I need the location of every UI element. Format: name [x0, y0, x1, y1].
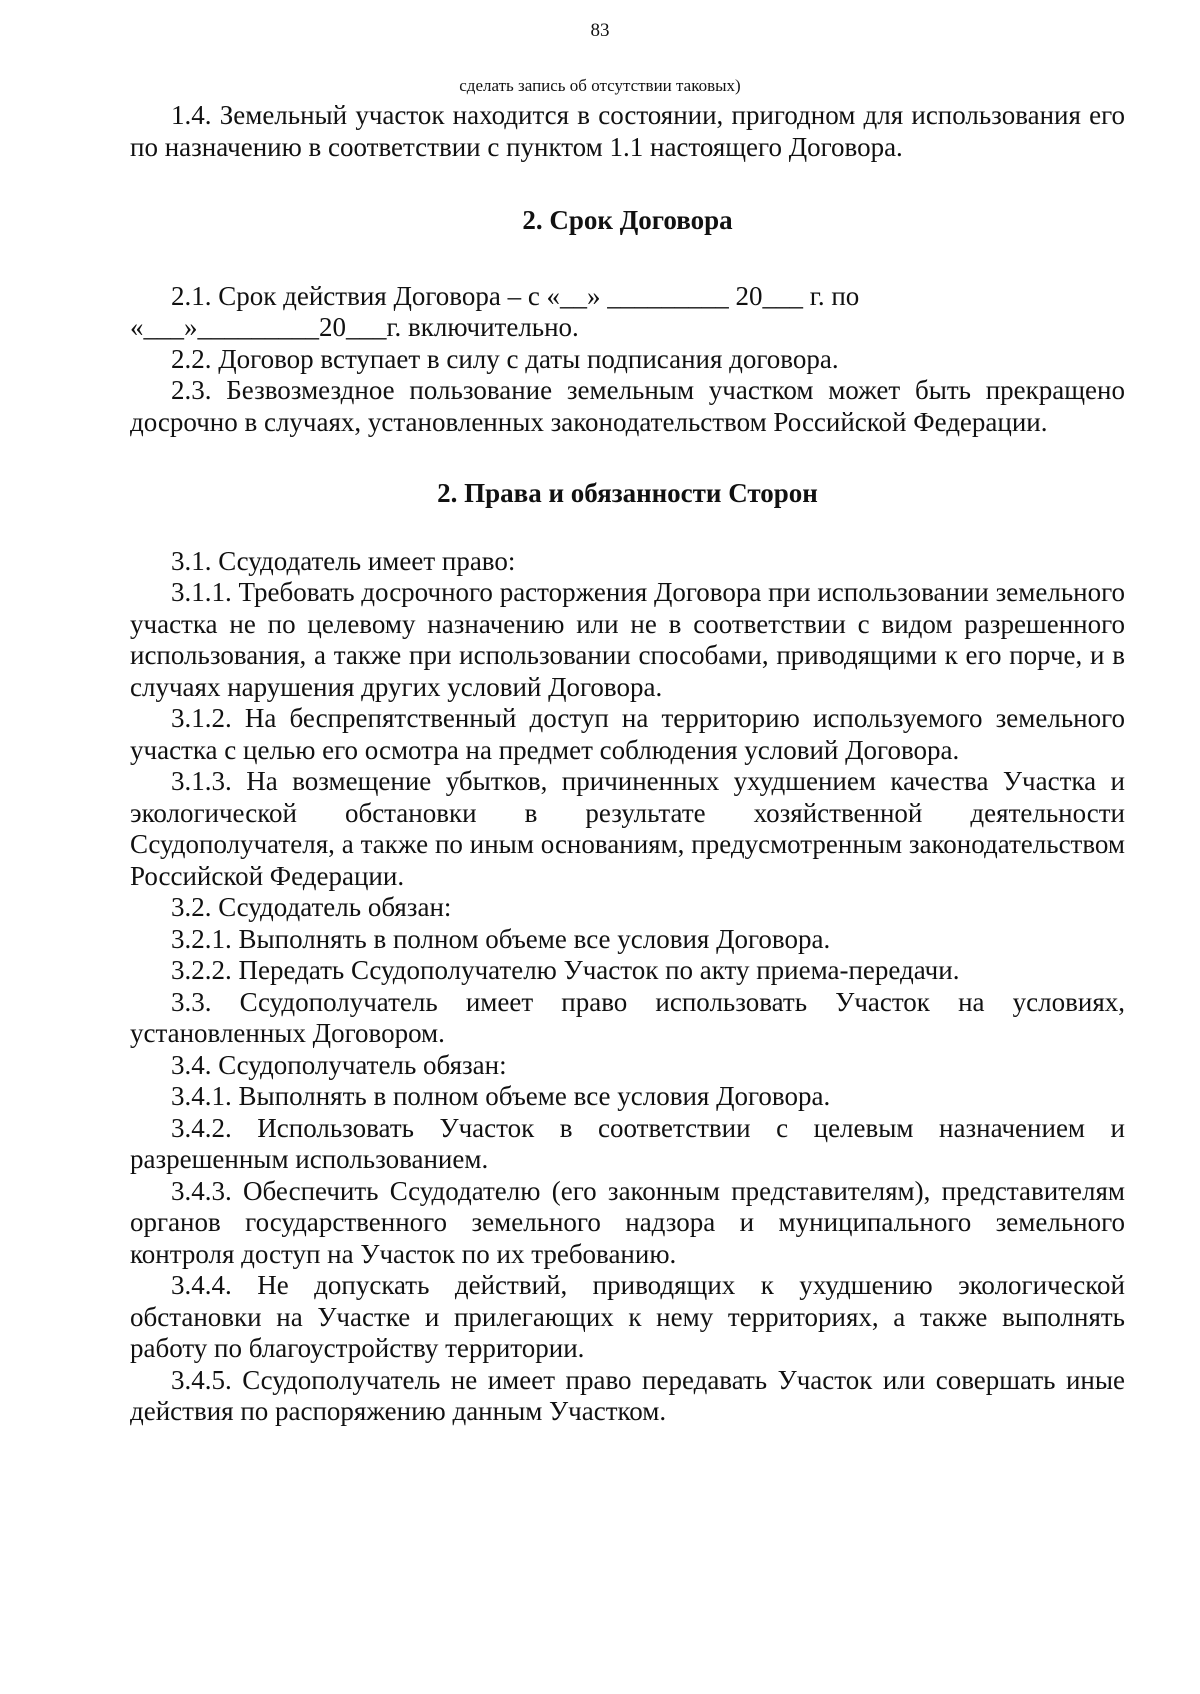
clause-3-1-2: 3.1.2. На беспрепятственный доступ на территорию используемого земельного участка с целью его осмотра на предмет соблюдения условий Договора. — [130, 703, 1125, 765]
clause-2-1-line-1: 2.1. Срок действия Договора – с «__» _________ 20___ г. по — [171, 280, 860, 311]
clause-3-1-3: 3.1.3. На возмещение убытков, причиненных ухудшением качества Участка и экологической обстановки в результате хозяйственной деятельности Ссудополучателя, а также по иным основаниям, предусмотренным законодательством Российской Федерации. — [130, 766, 1125, 891]
section-heading-term: 2. Срок Договора — [522, 205, 733, 235]
clause-3-2: 3.2. Ссудодатель обязан: — [171, 892, 452, 922]
clause-3-4-3: 3.4.3. Обеспечить Ссудодателю (его законным представителям), представителям органов государственного земельного надзора и муниципального земельного контроля доступ на Участок по их требованию. — [130, 1175, 1125, 1269]
document-body — [130, 100, 1125, 1428]
clause-3-4-5: 3.4.5. Ссудополучатель не имеет право передавать Участок или совершать иные действия по распоряжению данным Участком. — [130, 1364, 1125, 1426]
clause-2-2: 2.2. Договор вступает в силу с даты подписания договора. — [171, 343, 839, 374]
clause-3-1-1: 3.1.1. Требовать досрочного расторжения Договора при использовании земельного участка не по целевому назначению или не в соответствии с видом разрешенного использования, а также при использовании способами, приводящими к его порче, и в случаях нарушения других условий Договора. — [130, 577, 1125, 702]
footnote-continuation: сделать запись об отсутствии таковых) — [459, 76, 741, 95]
clause-2-3: 2.3. Безвозмездное пользование земельным участком может быть прекращено досрочно в случаях, установленных законодательством Российской Федерации. — [130, 375, 1125, 437]
clause-3-4-1: 3.4.1. Выполнять в полном объеме все условия Договора. — [171, 1081, 831, 1111]
clause-2-1-line-2: «___»_________20___г. включительно. — [130, 312, 579, 342]
page-number: 83 — [590, 20, 610, 41]
section-heading-rights: 2. Права и обязанности Сторон — [437, 478, 818, 508]
clause-3-3: 3.3. Ссудополучатель имеет право использовать Участок на условиях, установленных Договором. — [130, 986, 1125, 1048]
clause-3-4-2: 3.4.2. Использовать Участок в соответствии с целевым назначением и разрешенным использованием. — [130, 1112, 1125, 1174]
clause-1-4: 1.4. Земельный участок находится в состоянии, пригодном для использования его по назначению в соответствии с пунктом 1.1 настоящего Договора. — [130, 100, 1125, 162]
clause-3-2-1: 3.2.1. Выполнять в полном объеме все условия Договора. — [171, 923, 831, 954]
clause-3-4-4: 3.4.4. Не допускать действий, приводящих к ухудшению экологической обстановки на Участке и прилегающих к нему территориях, а также выполнять работу по благоустройству территории. — [130, 1270, 1125, 1363]
clause-3-1: 3.1. Ссудодатель имеет право: — [171, 545, 516, 576]
clause-3-2-2: 3.2.2. Передать Ссудополучателю Участок по акту приема-передачи. — [171, 955, 960, 985]
clause-3-4: 3.4. Ссудополучатель обязан: — [171, 1049, 507, 1080]
